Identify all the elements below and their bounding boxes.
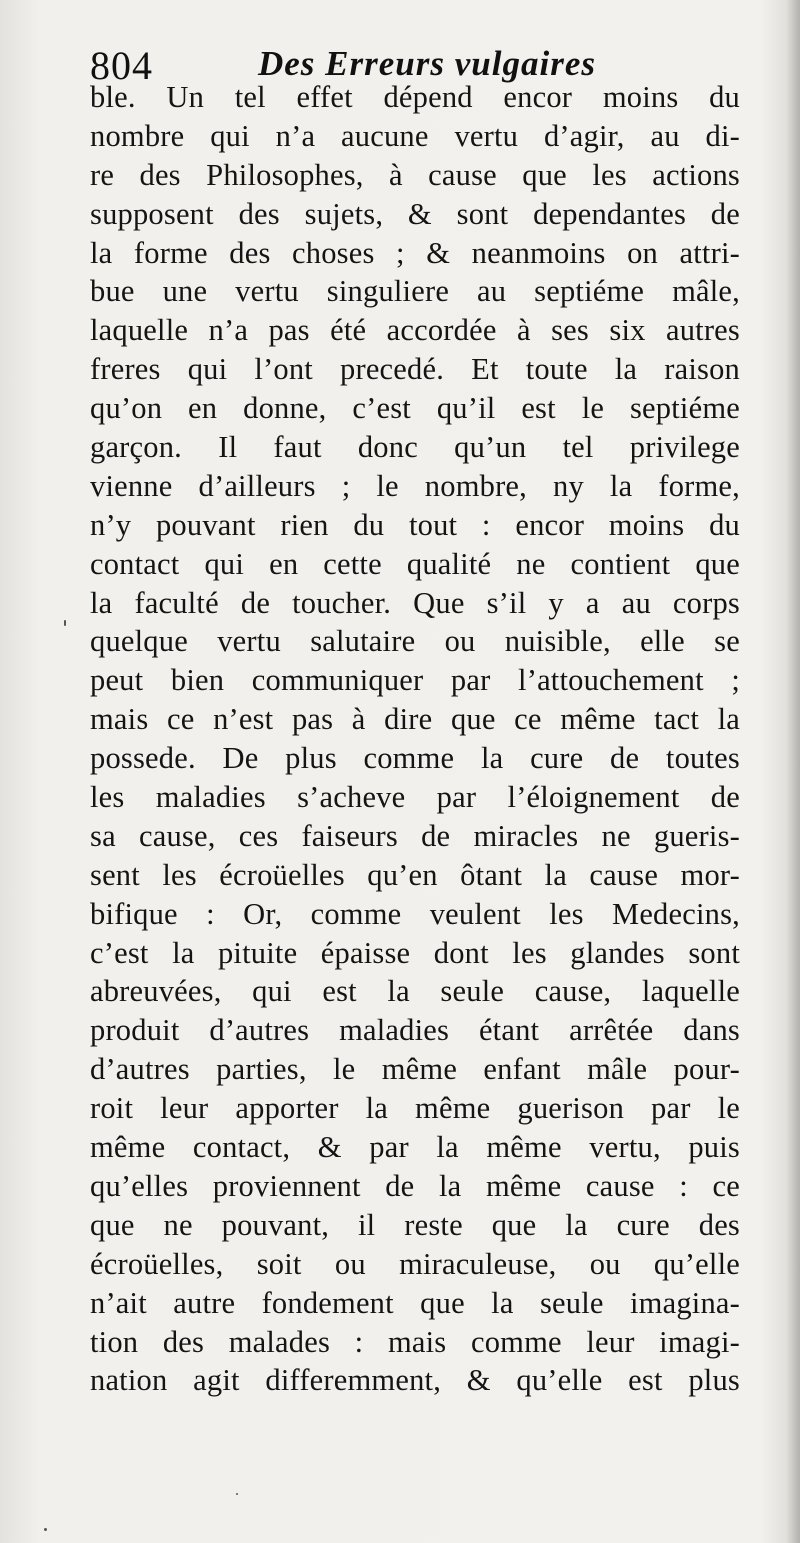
text-line: bue une vertu singuliere au septiéme mâle, <box>90 274 740 309</box>
text-line: re des Philosophes, à cause que les actions <box>90 157 740 192</box>
text-line: produit d’autres maladies étant arrêtée dans <box>90 1013 740 1048</box>
text-line: mais ce n’est pas à dire que ce même tact la <box>90 702 740 737</box>
text-line: la forme des choses ; & neanmoins on attri- <box>90 235 740 270</box>
paper-speck <box>44 1528 47 1531</box>
text-line: vienne d’ailleurs ; le nombre, ny la forme, <box>90 468 740 503</box>
text-line: écroüelles, soit ou miraculeuse, ou qu’elle <box>90 1246 740 1281</box>
text-line: peut bien communiquer par l’attouchement ; <box>90 663 740 698</box>
running-title: Des Erreurs vulgaires <box>258 44 596 83</box>
text-line: quelque vertu salutaire ou nuisible, elle se <box>90 624 740 659</box>
text-line: même contact, & par la même vertu, puis <box>90 1130 740 1165</box>
text-line: les maladies s’acheve par l’éloignement de <box>90 780 740 815</box>
text-line: sa cause, ces faiseurs de miracles ne gueris- <box>90 818 740 853</box>
text-line: nombre qui n’a aucune vertu d’agir, au di- <box>90 118 740 153</box>
body-text <box>90 78 740 1400</box>
text-line: n’y pouvant rien du tout : encor moins du <box>90 507 740 542</box>
text-line: nation agit differemment, & qu’elle est plus <box>90 1363 740 1398</box>
text-line: laquelle n’a pas été accordée à ses six autres <box>90 313 740 348</box>
text-line: contact qui en cette qualité ne contient que <box>90 546 740 581</box>
text-line: qu’on en donne, c’est qu’il est le septiéme <box>90 391 740 426</box>
text-line: freres qui l’ont precedé. Et toute la raison <box>90 352 740 387</box>
paper-speck <box>236 1493 238 1495</box>
page-number: 804 <box>90 43 153 88</box>
text-line: abreuvées, qui est la seule cause, laquelle <box>90 974 740 1009</box>
text-line: bifique : Or, comme veulent les Medecins, <box>90 896 740 931</box>
text-line: c’est la pituite épaisse dont les glandes sont <box>90 935 740 970</box>
paper-speck <box>64 620 66 626</box>
text-line: roit leur apporter la même guerison par le <box>90 1091 740 1126</box>
text-line: la faculté de toucher. Que s’il y a au corps <box>90 585 740 620</box>
text-line: n’ait autre fondement que la seule imagina- <box>90 1285 740 1320</box>
text-line: ble. Un tel effet dépend encor moins du <box>90 80 740 114</box>
text-line: possede. De plus comme la cure de toutes <box>90 741 740 776</box>
text-line: tion des malades : mais comme leur imagi- <box>90 1324 740 1359</box>
page-edge-shadow <box>786 0 800 1543</box>
text-line: que ne pouvant, il reste que la cure des <box>90 1207 740 1242</box>
text-line: d’autres parties, le même enfant mâle pour- <box>90 1052 740 1087</box>
text-line: garçon. Il faut donc qu’un tel privilege <box>90 430 740 465</box>
text-line: sent les écroüelles qu’en ôtant la cause mor- <box>90 857 740 892</box>
text-line: supposent des sujets, & sont dependantes de <box>90 196 740 231</box>
text-line: qu’elles proviennent de la même cause : ce <box>90 1168 740 1203</box>
